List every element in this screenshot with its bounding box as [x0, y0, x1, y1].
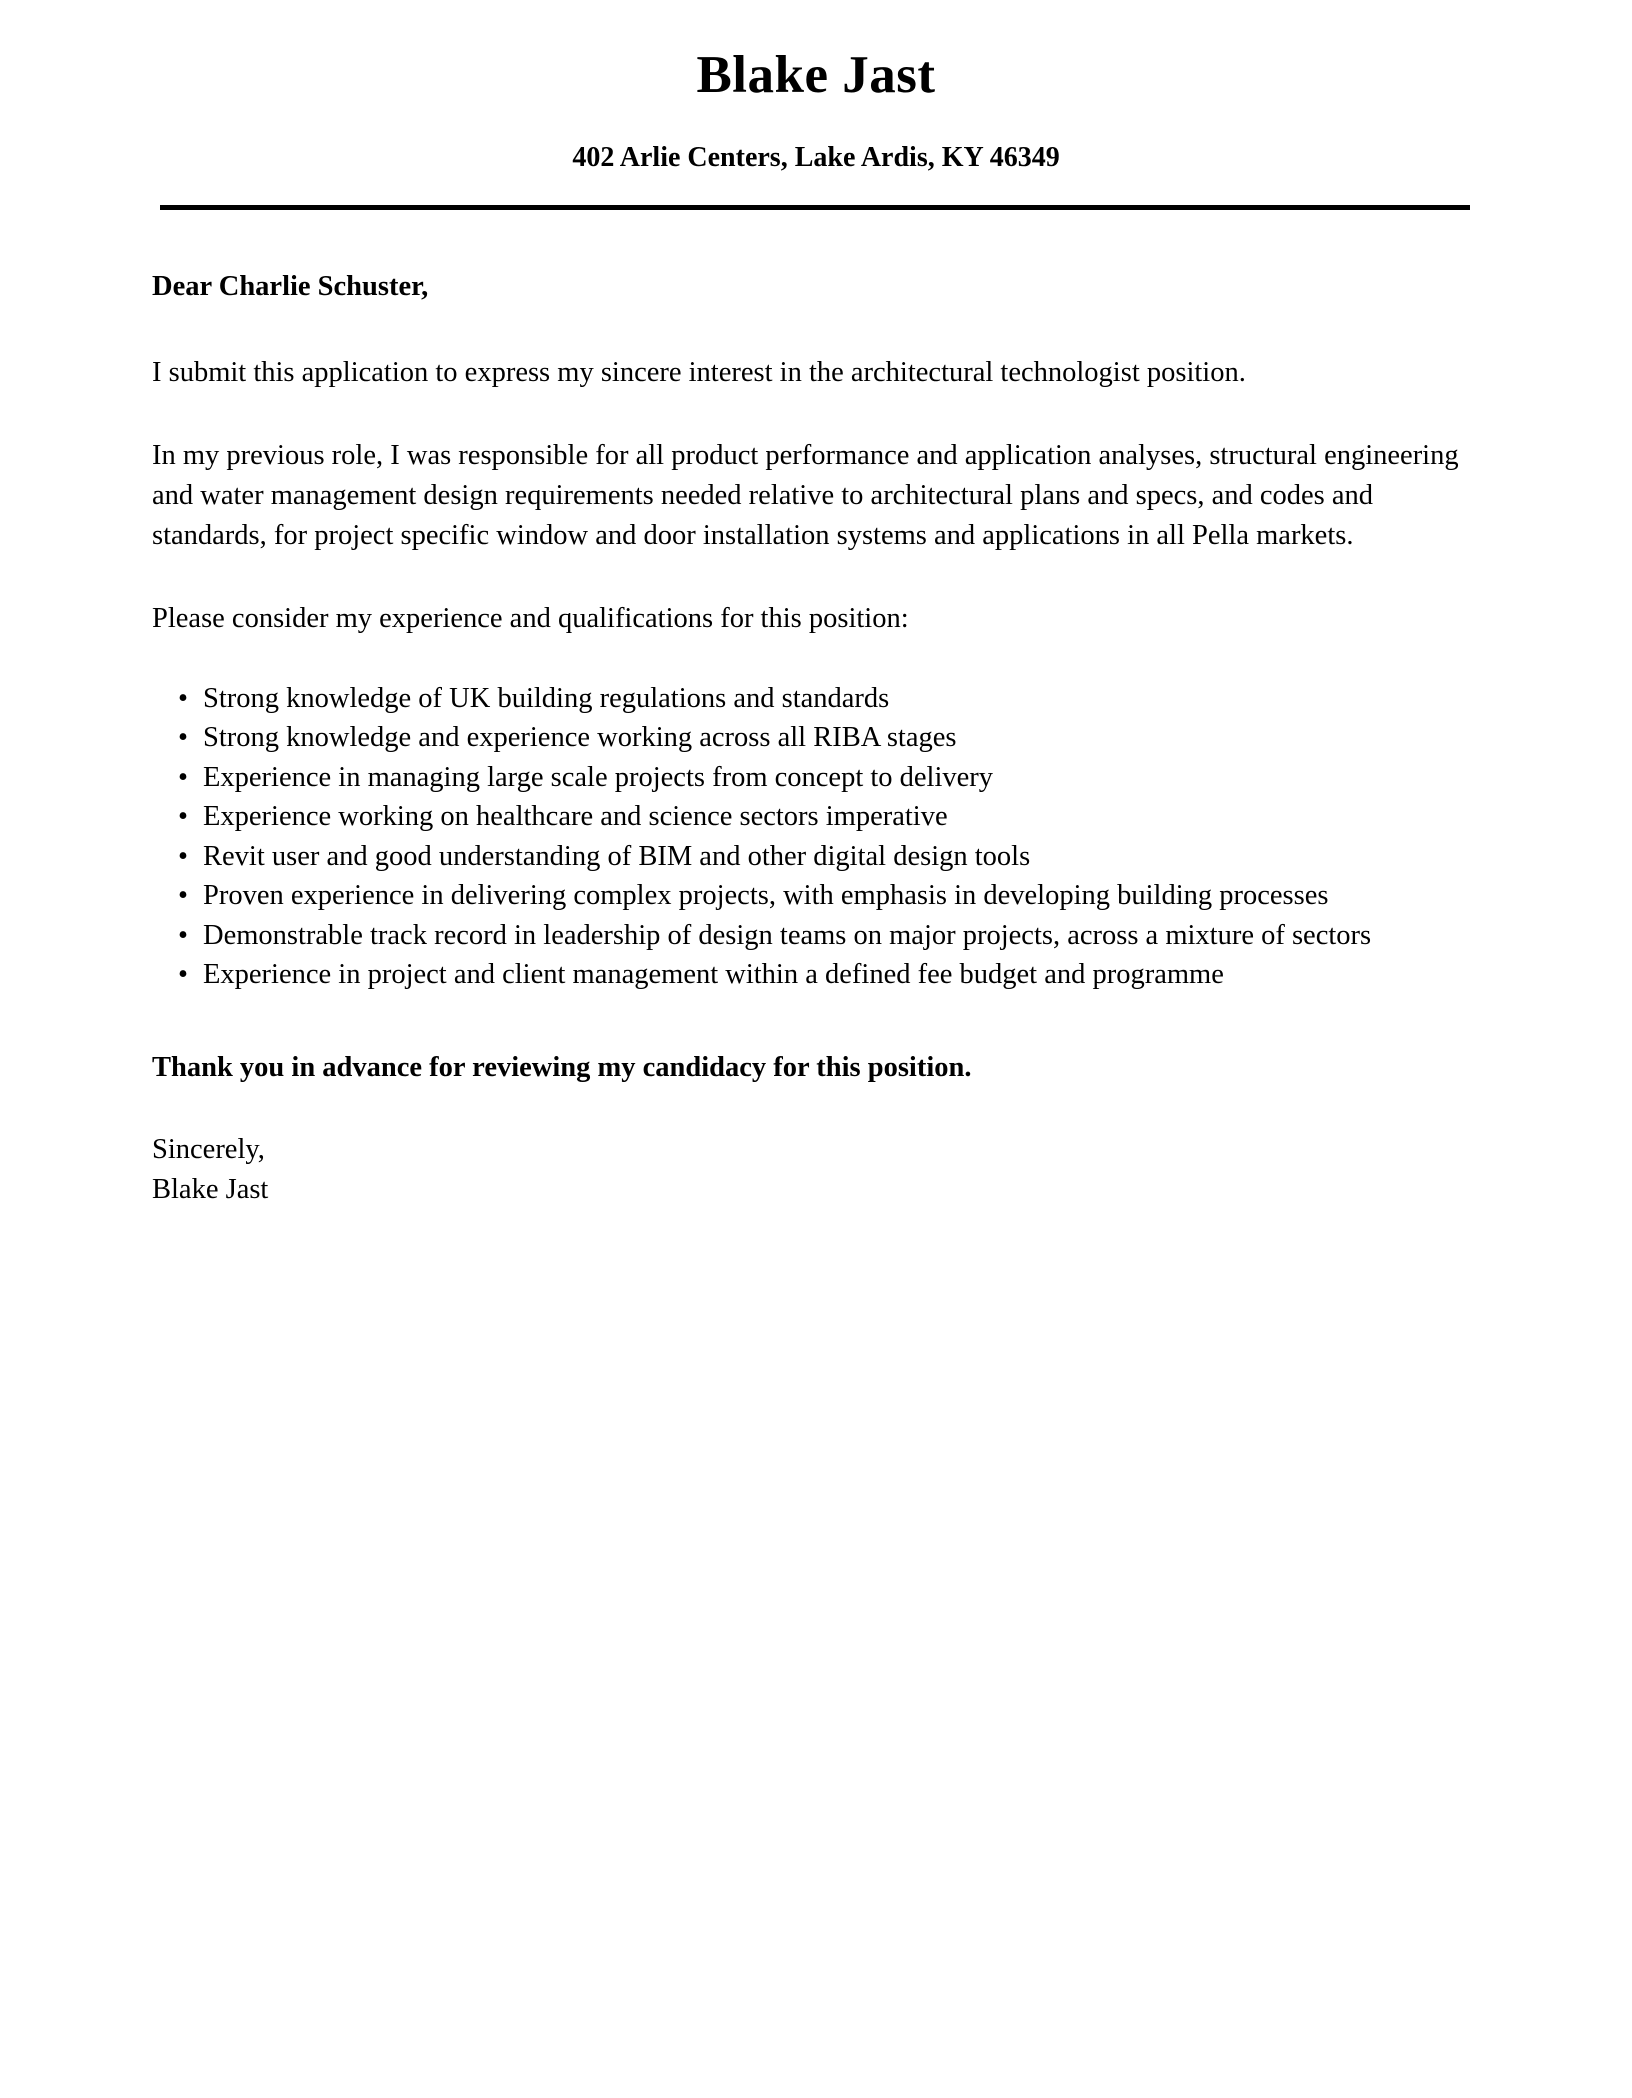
letter-body	[152, 210, 1482, 1210]
bullet-icon: •	[178, 840, 188, 872]
bullet-icon: •	[178, 761, 188, 793]
list-item-label: Experience in project and client management within a defined fee budget and programme	[203, 959, 1224, 991]
salutation: Dear Charlie Schuster,	[152, 270, 429, 302]
list-item	[152, 679, 1498, 719]
list-item-label: Experience working on healthcare and science sectors imperative	[203, 801, 948, 833]
candidate-address: 402 Arlie Centers, Lake Ardis, KY 46349	[572, 142, 1060, 174]
list-item	[152, 718, 1498, 758]
letter-header	[0, 0, 1632, 210]
bullet-icon: •	[178, 959, 188, 991]
list-item	[152, 797, 1498, 837]
list-item	[152, 837, 1498, 877]
list-item-label: Strong knowledge of UK building regulations and standards	[203, 682, 890, 714]
signoff-block	[152, 1130, 1482, 1210]
closing-thanks: Thank you in advance for reviewing my candidacy for this position.	[152, 1051, 972, 1083]
bullet-icon: •	[178, 801, 188, 833]
list-item-label: Proven experience in delivering complex projects, with emphasis in developing building processes	[203, 880, 1329, 912]
list-item-label: Revit user and good understanding of BIM and other digital design tools	[203, 840, 1031, 872]
qualifications-lead: Please consider my experience and qualifications for this position:	[152, 602, 909, 634]
experience-paragraph: In my previous role, I was responsible for all product performance and application analyses, structural engineering and water management design requirements needed relative to architectural plans and specs, and codes and standards, for project specific window and door installation systems and applications in all Pella markets.	[152, 439, 1459, 551]
signature-name: Blake Jast	[152, 1173, 269, 1205]
list-item-label: Strong knowledge and experience working across all RIBA stages	[203, 722, 957, 754]
list-item	[152, 876, 1498, 916]
list-item-label: Experience in managing large scale projects from concept to delivery	[203, 761, 994, 793]
bullet-icon: •	[178, 722, 188, 754]
bullet-icon: •	[178, 682, 188, 714]
intro-paragraph: I submit this application to express my sincere interest in the architectural technologist position.	[152, 356, 1246, 388]
list-item	[152, 758, 1498, 798]
qualifications-list	[152, 679, 1482, 995]
page-title: Blake Jast	[696, 46, 936, 104]
bullet-icon: •	[178, 880, 188, 912]
bullet-icon: •	[178, 919, 188, 951]
list-item	[152, 916, 1498, 956]
list-item	[152, 955, 1498, 995]
list-item-label: Demonstrable track record in leadership of design teams on major projects, across a mixture of sectors	[203, 919, 1372, 951]
closing-word: Sincerely,	[152, 1133, 265, 1165]
